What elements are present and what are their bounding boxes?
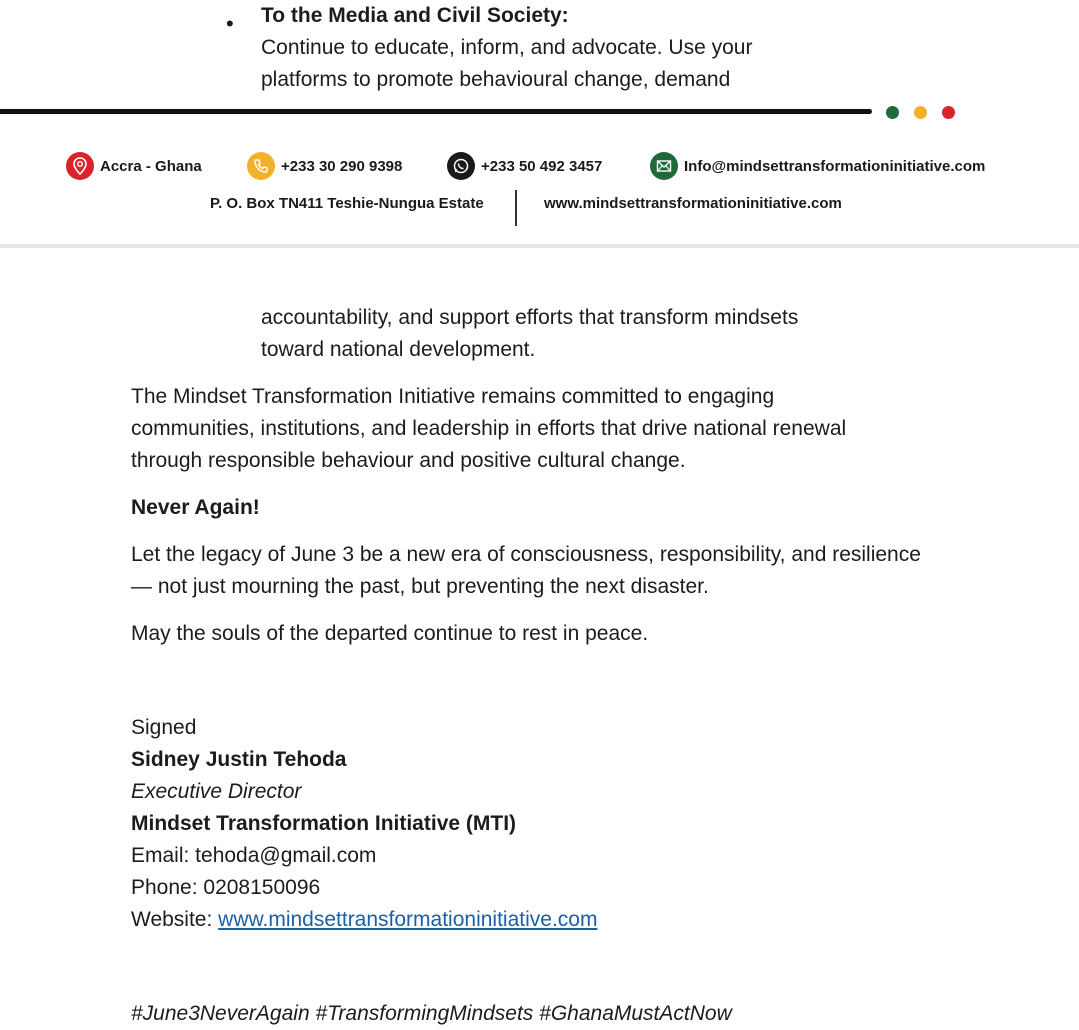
contact-location (66, 151, 202, 181)
footer-divider (515, 190, 517, 226)
email-text[interactable]: Info@mindsettransformationinitiative.com (684, 157, 986, 175)
website-label: Website: (131, 908, 219, 931)
po-box-text: P. O. Box TN411 Teshie-Nungua Estate (210, 195, 484, 212)
never-again-heading: Never Again! (131, 496, 260, 519)
signatory-email: Email: tehoda@gmail.com (131, 844, 377, 867)
website-link[interactable]: www.mindsettransformationinitiative.com (218, 908, 598, 931)
contact-email (650, 151, 985, 181)
bullet-line: platforms to promote behavioural change, demand (261, 68, 731, 91)
signatory-name: Sidney Justin Tehoda (131, 748, 347, 771)
whatsapp-icon (447, 152, 475, 180)
continuation-line: accountability, and support efforts that transform mindsets (261, 306, 799, 329)
yellow-dot (914, 106, 927, 119)
location-pin-icon (66, 152, 94, 180)
whatsapp-text: +233 50 492 3457 (481, 157, 603, 175)
hashtags: #June3NeverAgain #TransformingMindsets #GhanaMustActNow (131, 1002, 732, 1025)
signatory-phone: Phone: 0208150096 (131, 876, 321, 899)
commitment-paragraph (131, 381, 991, 477)
footer-rule (0, 109, 872, 114)
paragraph-line: through responsible behaviour and positive cultural change. (131, 449, 686, 472)
signed-label: Signed (131, 716, 197, 739)
signatory-title: Executive Director (131, 780, 302, 803)
green-dot (886, 106, 899, 119)
organization-name: Mindset Transformation Initiative (MTI) (131, 812, 517, 835)
paragraph-line: — not just mourning the past, but preventing the next disaster. (131, 575, 709, 598)
page-break-band (0, 244, 1079, 248)
paragraph-line: communities, institutions, and leadership in efforts that drive national renewal (131, 417, 847, 440)
bullet-dot: • (226, 11, 234, 36)
phone-text: +233 30 290 9398 (281, 157, 403, 175)
contact-whatsapp (447, 151, 602, 181)
bullet-line: Continue to educate, inform, and advocate. Use your (261, 36, 753, 59)
contact-phone (247, 151, 402, 181)
bullet-section (261, 0, 961, 96)
red-dot (942, 106, 955, 119)
bullet-heading: To the Media and Civil Society: (261, 4, 569, 27)
phone-icon (247, 152, 275, 180)
location-text: Accra - Ghana (100, 157, 202, 175)
footer-website-link[interactable]: www.mindsettransformationinitiative.com (544, 195, 842, 212)
legacy-paragraph (131, 539, 1031, 603)
signatory-website (131, 904, 1031, 936)
bullet-continuation (261, 302, 1021, 366)
continuation-line: toward national development. (261, 338, 536, 361)
paragraph-line: The Mindset Transformation Initiative remains committed to engaging (131, 385, 775, 408)
signature-block (131, 712, 1031, 936)
mail-icon (650, 152, 678, 180)
paragraph-line: Let the legacy of June 3 be a new era of consciousness, responsibility, and resilience (131, 543, 921, 566)
rest-in-peace-paragraph: May the souls of the departed continue to rest in peace. (131, 622, 649, 645)
